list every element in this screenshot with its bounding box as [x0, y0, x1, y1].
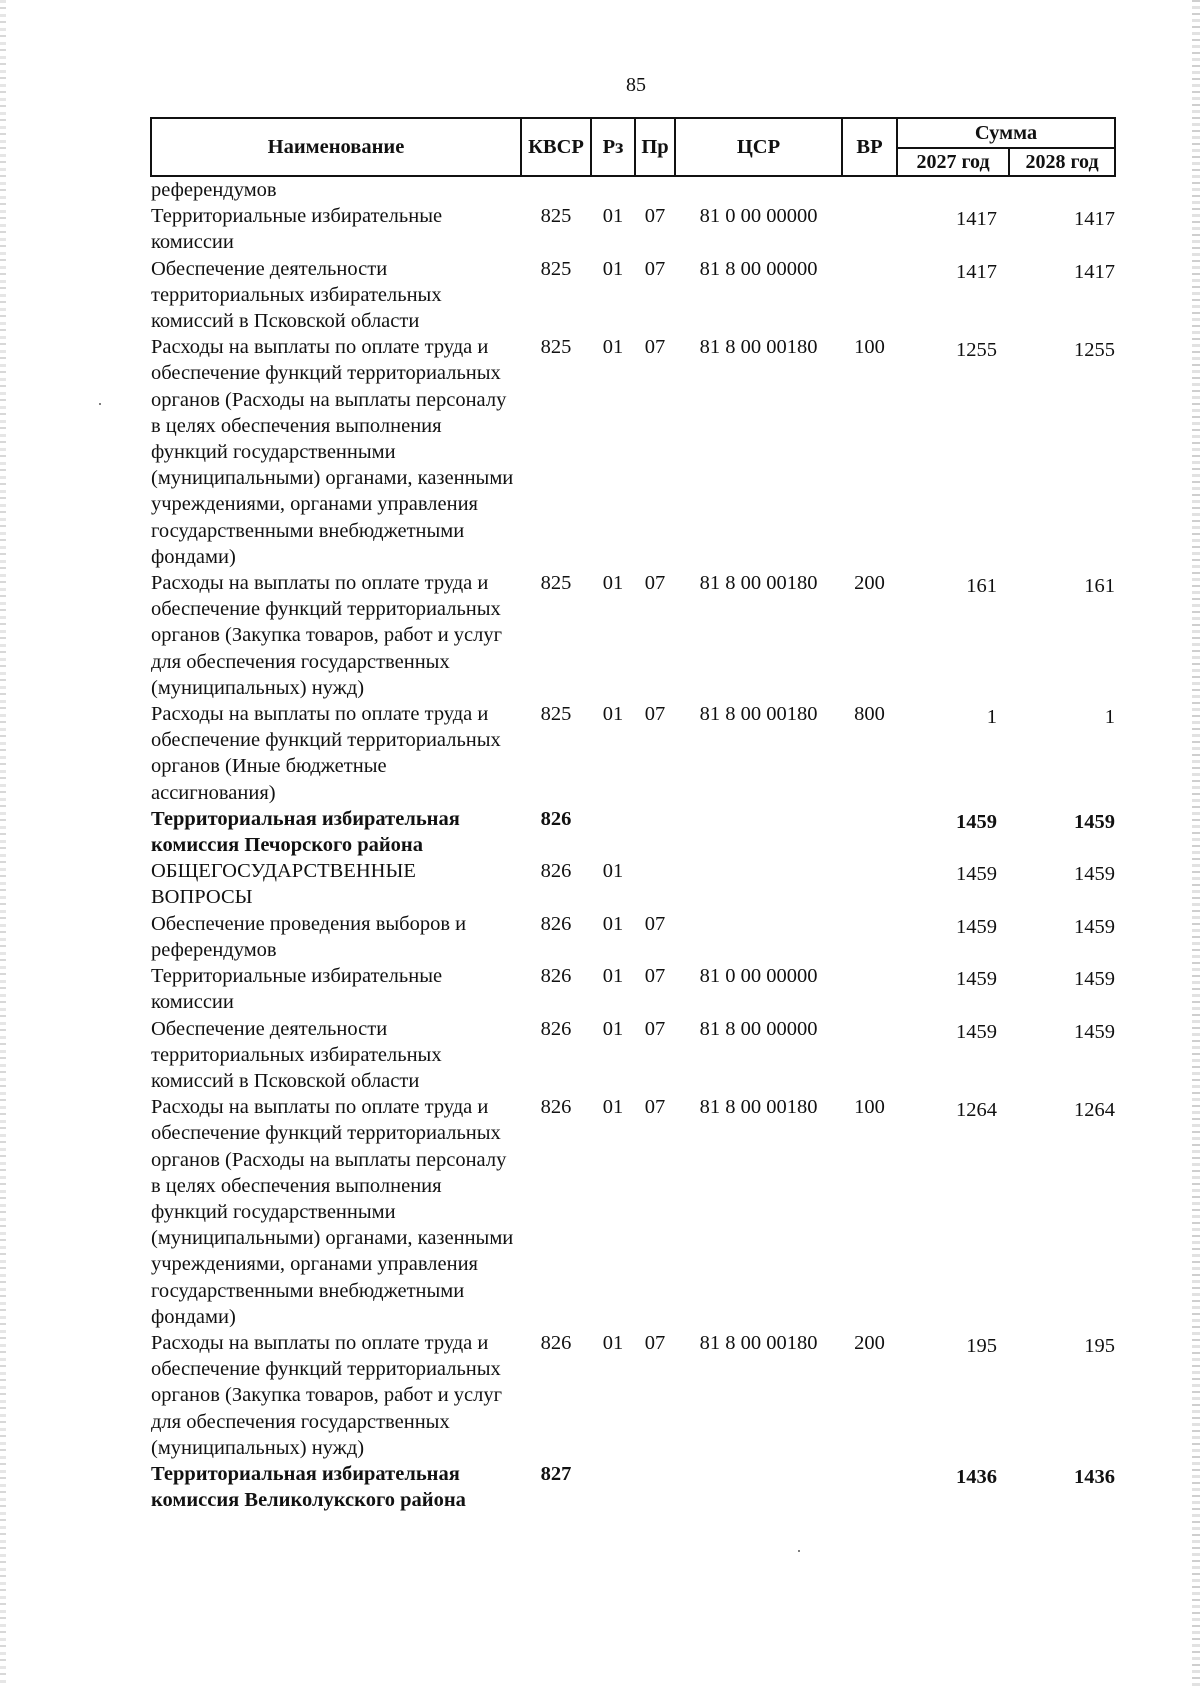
cell-rz: 01 — [602, 965, 624, 988]
budget-table — [150, 117, 1116, 1513]
cell-pr: 07 — [644, 965, 666, 988]
cell-sum-2028: 1459 — [1074, 863, 1115, 886]
cell-sum-2028: 1436 — [1074, 1465, 1115, 1488]
table-row — [151, 701, 1115, 806]
table-row — [151, 858, 1115, 910]
header-pr: Пр — [635, 118, 675, 176]
cell-sum-2028: 161 — [1084, 575, 1115, 598]
cell-vr — [842, 1016, 897, 1095]
cell-csr: 81 0 00 00000 — [699, 205, 818, 228]
header-sum: Сумма — [897, 118, 1115, 148]
cell-rz — [591, 806, 635, 858]
cell-csr: 81 8 00 00180 — [699, 336, 818, 359]
cell-sum-2028: 1417 — [1074, 208, 1115, 231]
cell-rz: 01 — [602, 703, 624, 726]
table-row — [151, 176, 1115, 203]
header-name: Наименование — [151, 118, 521, 176]
cell-rz: 01 — [602, 912, 624, 935]
cell-rz — [591, 1461, 635, 1513]
cell-sum-2028: 1459 — [1074, 915, 1115, 938]
cell-kvsr: 825 — [540, 703, 572, 726]
page-number: 85 — [626, 74, 646, 96]
cell-kvsr: 826 — [540, 912, 572, 935]
table-row — [151, 1461, 1115, 1513]
table-row — [151, 203, 1115, 255]
cell-pr — [635, 176, 675, 203]
cell-kvsr: 825 — [540, 336, 572, 359]
scan-speck — [99, 403, 101, 405]
table-row — [151, 911, 1115, 963]
cell-vr: 100 — [854, 1096, 885, 1119]
cell-kvsr: 825 — [540, 257, 572, 280]
cell-sum-2028: 195 — [1084, 1334, 1115, 1357]
cell-sum-2027: 1459 — [956, 915, 997, 938]
cell-vr: 200 — [854, 1331, 885, 1354]
cell-sum-2028 — [1009, 176, 1115, 203]
cell-kvsr: 826 — [540, 1331, 572, 1354]
cell-sum-2028: 1417 — [1074, 260, 1115, 283]
cell-kvsr: 825 — [540, 205, 572, 228]
cell-name: Расходы на выплаты по оплате труда и обеспечение функций территориальных органов (Расходы на выплаты персоналу в целях обеспечения выполнения функций государственными (муниципальными) органами, казенными учреждениями, органами управления государственными внебюджетными фондами) — [151, 1096, 514, 1328]
cell-sum-2027: 1417 — [956, 260, 997, 283]
cell-vr: 200 — [854, 572, 885, 595]
cell-name: Территориальная избирательная комиссия Печорского района — [151, 807, 460, 857]
table-row — [151, 570, 1115, 701]
cell-pr: 07 — [644, 257, 666, 280]
cell-sum-2028: 1255 — [1074, 339, 1115, 362]
cell-csr — [675, 806, 842, 858]
cell-sum-2027: 1459 — [956, 1020, 997, 1043]
cell-sum-2027: 1264 — [956, 1099, 997, 1122]
cell-sum-2027: 1417 — [956, 208, 997, 231]
cell-pr: 07 — [644, 1096, 666, 1119]
cell-rz: 01 — [602, 860, 624, 883]
cell-rz: 01 — [602, 1096, 624, 1119]
cell-csr — [675, 858, 842, 910]
table-row — [151, 334, 1115, 570]
cell-pr — [635, 1461, 675, 1513]
cell-kvsr: 826 — [540, 807, 572, 830]
cell-sum-2027: 1459 — [956, 810, 997, 833]
cell-sum-2028: 1264 — [1074, 1099, 1115, 1122]
cell-vr — [842, 203, 897, 255]
cell-csr: 81 8 00 00180 — [699, 1331, 818, 1354]
cell-sum-2027: 195 — [966, 1334, 997, 1357]
cell-name: Расходы на выплаты по оплате труда и обеспечение функций территориальных органов (Закупка товаров, работ и услуг для обеспечения государственных (муниципальных) нужд) — [151, 1331, 503, 1459]
cell-pr — [635, 858, 675, 910]
table-row — [151, 1330, 1115, 1461]
cell-vr — [842, 1461, 897, 1513]
cell-rz: 01 — [602, 205, 624, 228]
header-year-2027: 2027 год — [897, 148, 1009, 176]
cell-vr — [842, 963, 897, 1015]
cell-kvsr: 825 — [540, 572, 572, 595]
cell-name: Расходы на выплаты по оплате труда и обеспечение функций территориальных органов (Иные бюджетные ассигнования) — [151, 703, 501, 804]
cell-csr: 81 8 00 00180 — [699, 703, 818, 726]
cell-vr: 800 — [854, 703, 885, 726]
header-vr: ВР — [842, 118, 897, 176]
cell-vr — [842, 911, 897, 963]
cell-vr — [842, 806, 897, 858]
cell-name: референдумов — [151, 179, 277, 201]
cell-sum-2027: 161 — [966, 575, 997, 598]
cell-sum-2028: 1459 — [1074, 810, 1115, 833]
header-year-2028: 2028 год — [1009, 148, 1115, 176]
cell-name: Территориальные избирательные комиссии — [151, 205, 443, 254]
cell-csr: 81 8 00 00180 — [699, 1096, 818, 1119]
cell-vr: 100 — [854, 336, 885, 359]
cell-csr: 81 8 00 00000 — [699, 257, 818, 280]
table-row — [151, 806, 1115, 858]
cell-name: ОБЩЕГОСУДАРСТВЕННЫЕ ВОПРОСЫ — [151, 860, 416, 909]
table-body — [151, 176, 1115, 1513]
cell-vr — [842, 256, 897, 335]
scan-edge-left — [0, 0, 6, 1686]
cell-sum-2027 — [897, 176, 1009, 203]
cell-pr: 07 — [644, 1017, 666, 1040]
cell-pr: 07 — [644, 1331, 666, 1354]
cell-rz — [591, 176, 635, 203]
cell-csr: 81 8 00 00180 — [699, 572, 818, 595]
cell-csr — [675, 911, 842, 963]
scan-speck — [798, 1550, 800, 1552]
cell-csr: 81 0 00 00000 — [699, 965, 818, 988]
cell-name: Обеспечение проведения выборов и референдумов — [151, 912, 467, 961]
cell-sum-2027: 1255 — [956, 339, 997, 362]
header-csr: ЦСР — [675, 118, 842, 176]
cell-pr: 07 — [644, 205, 666, 228]
cell-sum-2027: 1436 — [956, 1465, 997, 1488]
cell-sum-2027: 1459 — [956, 863, 997, 886]
cell-name: Расходы на выплаты по оплате труда и обеспечение функций территориальных органов (Закупка товаров, работ и услуг для обеспечения государственных (муниципальных) нужд) — [151, 572, 503, 699]
cell-vr — [842, 858, 897, 910]
cell-kvsr: 826 — [540, 1096, 572, 1119]
cell-kvsr: 827 — [540, 1462, 572, 1485]
header-kvsr: КВСР — [521, 118, 591, 176]
cell-name: Обеспечение деятельности территориальных избирательных комиссий в Псковской области — [151, 1017, 442, 1092]
cell-sum-2027: 1459 — [956, 968, 997, 991]
cell-sum-2028: 1459 — [1074, 968, 1115, 991]
cell-rz: 01 — [602, 1017, 624, 1040]
table-header — [151, 118, 1115, 176]
table-row — [151, 1094, 1115, 1330]
header-rz: Рз — [591, 118, 635, 176]
cell-vr — [842, 176, 897, 203]
scan-edge-right — [1192, 0, 1200, 1686]
cell-pr: 07 — [644, 572, 666, 595]
table-row — [151, 256, 1115, 335]
table-row — [151, 1016, 1115, 1095]
cell-pr — [635, 806, 675, 858]
cell-pr: 07 — [644, 336, 666, 359]
cell-csr: 81 8 00 00000 — [699, 1017, 818, 1040]
cell-csr — [675, 1461, 842, 1513]
cell-rz: 01 — [602, 1331, 624, 1354]
cell-name: Обеспечение деятельности территориальных избирательных комиссий в Псковской области — [151, 257, 442, 333]
cell-sum-2028: 1 — [1104, 706, 1115, 729]
cell-pr: 07 — [644, 703, 666, 726]
cell-sum-2028: 1459 — [1074, 1020, 1115, 1043]
cell-kvsr — [521, 176, 591, 203]
cell-name: Территориальная избирательная комиссия Великолукского района — [151, 1462, 466, 1512]
cell-pr: 07 — [644, 912, 666, 935]
cell-rz: 01 — [602, 572, 624, 595]
cell-csr — [675, 176, 842, 203]
cell-sum-2027: 1 — [986, 706, 997, 729]
cell-kvsr: 826 — [540, 965, 572, 988]
cell-kvsr: 826 — [540, 1017, 572, 1040]
cell-name: Территориальные избирательные комиссии — [151, 965, 443, 1014]
cell-rz: 01 — [602, 336, 624, 359]
cell-kvsr: 826 — [540, 860, 572, 883]
table-row — [151, 963, 1115, 1015]
cell-name: Расходы на выплаты по оплате труда и обеспечение функций территориальных органов (Расходы на выплаты персоналу в целях обеспечения выполнения функций государственными (муниципальными) органами, казенными учреждениями, органами управления государственными внебюджетными фондами) — [151, 336, 514, 568]
cell-rz: 01 — [602, 257, 624, 280]
